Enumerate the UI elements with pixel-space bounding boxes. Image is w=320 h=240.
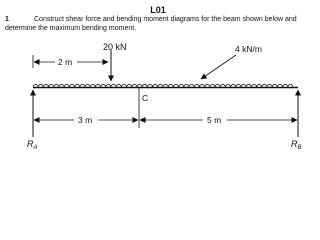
point-load-label: 20 kN [103, 42, 127, 52]
reaction-a-label [27, 139, 38, 151]
dim-3m-label: 3 m [78, 115, 93, 125]
udl-label: 4 kN/m [235, 44, 262, 54]
question-text: Construct shear force and bending moment diagrams for the beam shown below and determine the maximum bending moment. [5, 16, 297, 32]
udl-distributed-load [33, 84, 293, 86]
dim-2m-label: 2 m [58, 57, 73, 67]
reaction-a-subscript: A [33, 145, 38, 151]
question-number: 1 [5, 16, 9, 23]
page-title: L01 [150, 5, 166, 15]
udl-leader-arrow [201, 55, 236, 79]
reaction-b-subscript: B [297, 145, 302, 151]
reaction-b-symbol: R [291, 139, 298, 149]
point-c-label: C [142, 93, 149, 103]
dim-5m-label: 5 m [207, 115, 222, 125]
reaction-b-label [291, 139, 302, 151]
reaction-a-symbol: R [27, 139, 34, 149]
